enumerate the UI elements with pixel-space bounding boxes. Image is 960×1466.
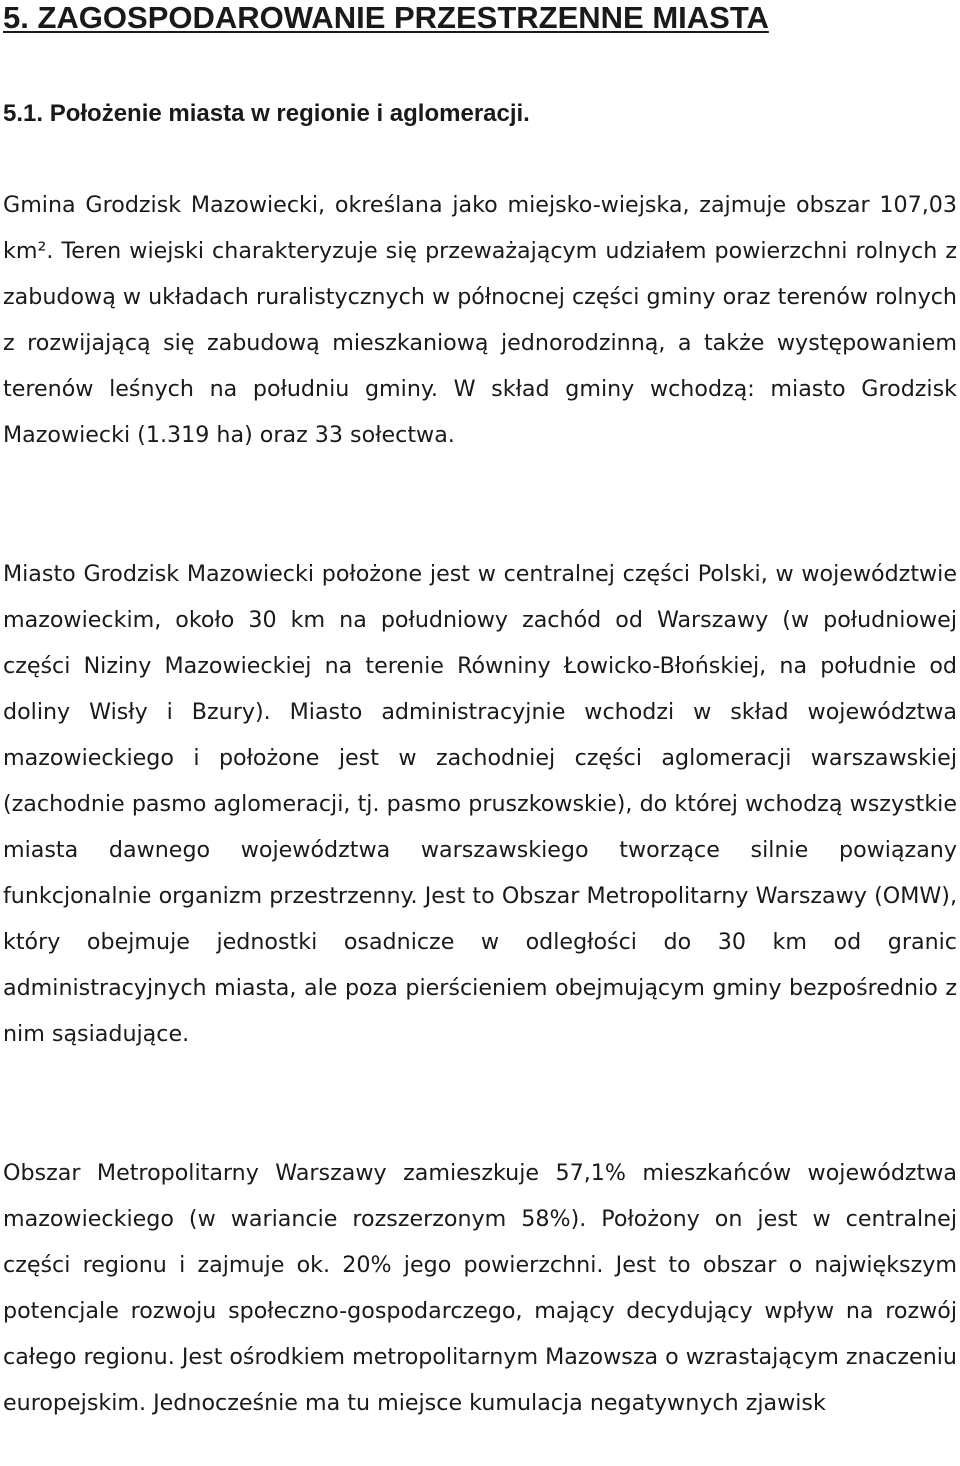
section-title: 5.1. Położenie miasta w regionie i aglomeracji. (3, 100, 530, 127)
document-page (3, 0, 957, 1416)
chapter-title: 5. ZAGOSPODAROWANIE PRZESTRZENNE MIASTA (3, 0, 769, 35)
paragraph-2: Miasto Grodzisk Mazowiecki położone jest w centralnej części Polski, w województwie mazowieckim, około 30 km na południowy zachód od Warszawy (w południowej części Niziny Mazowieckiej na terenie Równiny Łowicko-Błońskiej, na południe od doliny Wisły i Bzury). Miasto administracyjnie wchodzi w skład województwa mazowieckiego i położone jest w zachodniej części aglomeracji warszawskiej (zachodnie pasmo aglomeracji, tj. pasmo pruszkowskie), do której wchodzą wszystkie miasta dawnego województwa warszawskiego tworzące silnie powiązany funkcjonalnie organizm przestrzenny. Jest to Obszar Metropolitarny Warszawy (OMW), który obejmuje jednostki osadnicze w odległości do 30 km od granic administracyjnych miasta, ale poza pierścieniem obejmującym gminy bezpośrednio z nim sąsiadujące. (3, 561, 957, 1047)
paragraph-3: Obszar Metropolitarny Warszawy zamieszkuje 57,1% mieszkańców województwa mazowieckiego (w wariancie rozszerzonym 58%). Położony on jest w centralnej części regionu i zajmuje ok. 20% jego powierzchni. Jest to obszar o największym potencjale rozwoju społeczno-gospodarczego, mający decydujący wpływ na rozwój całego regionu. Jest ośrodkiem metropolitarnym Mazowsza o wzrastającym znaczeniu europejskim. Jednocześnie ma tu miejsce kumulacja negatywnych zjawisk (3, 1160, 957, 1416)
paragraph-1: Gmina Grodzisk Mazowiecki, określana jako miejsko-wiejska, zajmuje obszar 107,03 km². Teren wiejski charakteryzuje się przeważającym udziałem powierzchni rolnych z zabudową w układach ruralistycznych w północnej części gminy oraz terenów rolnych z rozwijającą się zabudową mieszkaniową jednorodzinną, a także występowaniem terenów leśnych na południu gminy. W skład gminy wchodzą: miasto Grodzisk Mazowiecki (1.319 ha) oraz 33 sołectwa. (3, 192, 957, 448)
